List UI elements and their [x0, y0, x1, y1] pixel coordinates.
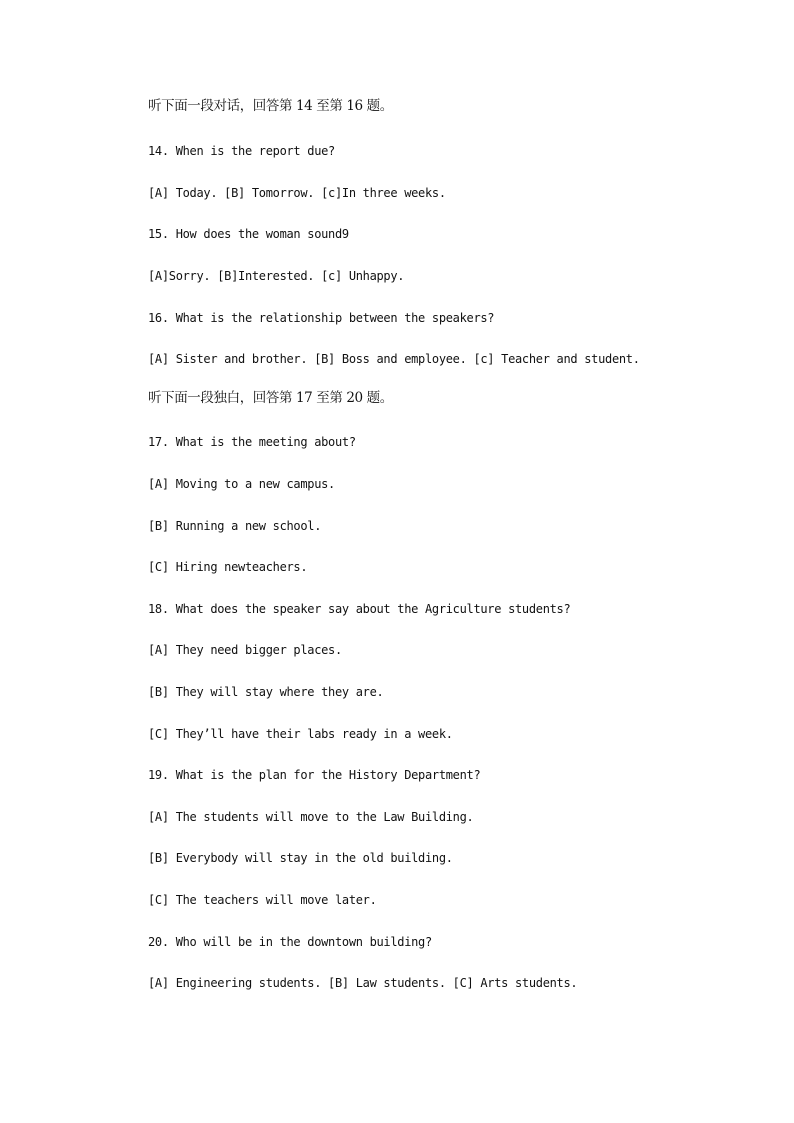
section-heading-monologue: 听下面一段独白，回答第 17 至第 20 题。 — [148, 390, 393, 406]
question-19-option-a: [A] The students will move to the Law Building. — [148, 810, 474, 824]
question-18-option-a: [A] They need bigger places. — [148, 643, 342, 657]
question-16: 16. What is the relationship between the speakers? — [148, 311, 495, 325]
question-17-option-b: [B] Running a new school. — [148, 519, 322, 533]
question-18-option-c: [C] They’ll have their labs ready in a week. — [148, 727, 453, 741]
question-17-option-c: [C] Hiring newteachers. — [148, 560, 308, 574]
question-19: 19. What is the plan for the History Department? — [148, 768, 481, 782]
question-20-options: [A] Engineering students. [B] Law students. [C] Arts students. — [148, 976, 578, 990]
question-19-option-b: [B] Everybody will stay in the old building. — [148, 851, 453, 865]
question-15: 15. How does the woman sound9 — [148, 227, 349, 241]
question-18: 18. What does the speaker say about the Agriculture students? — [148, 602, 571, 616]
question-14-options: [A] Today. [B] Tomorrow. [c]In three weeks. — [148, 186, 446, 200]
question-15-options: [A]Sorry. [B]Interested. [c] Unhappy. — [148, 269, 405, 283]
question-19-option-c: [C] The teachers will move later. — [148, 893, 377, 907]
section-heading-dialogue: 听下面一段对话，回答第 14 至第 16 题。 — [148, 98, 393, 114]
question-16-options: [A] Sister and brother. [B] Boss and employee. [c] Teacher and student. — [148, 352, 640, 366]
question-18-option-b: [B] They will stay where they are. — [148, 685, 384, 699]
question-14: 14. When is the report due? — [148, 144, 335, 158]
question-17-option-a: [A] Moving to a new campus. — [148, 477, 335, 491]
question-20: 20. Who will be in the downtown building? — [148, 935, 432, 949]
question-17: 17. What is the meeting about? — [148, 435, 356, 449]
